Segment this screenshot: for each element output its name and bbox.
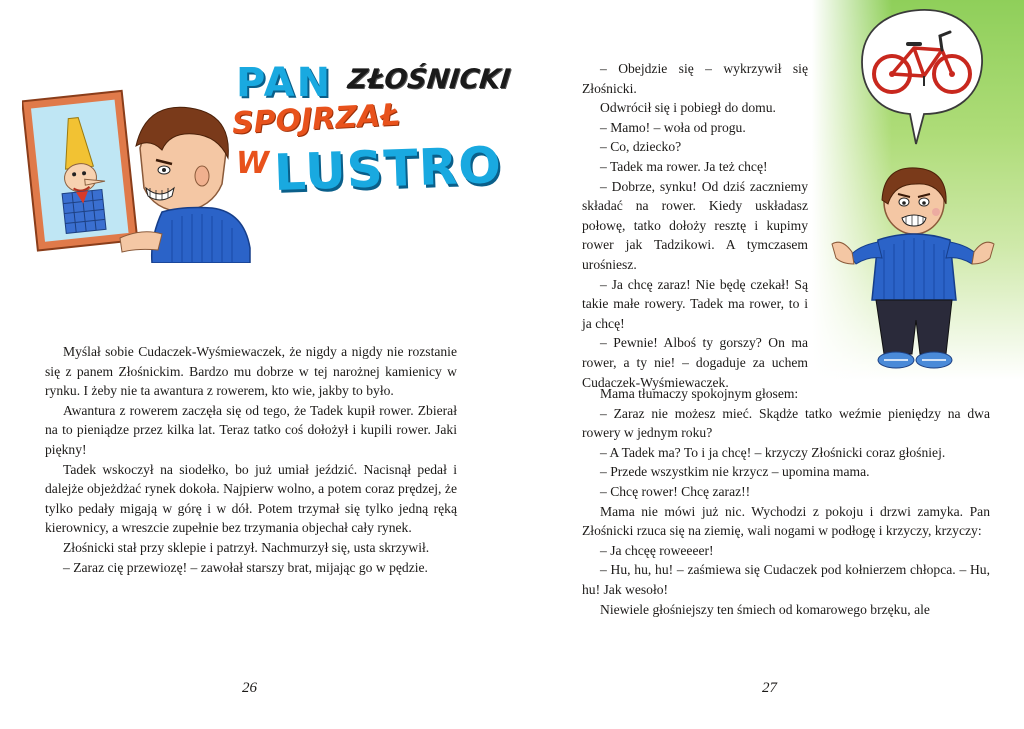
- paragraph: Odwrócił się i pobiegł do domu.: [600, 100, 776, 116]
- paragraph: – Pewnie! Alboś ty gorszy? On ma rower, a ty nie! – dogaduje za uchem Cudaczek-Wyśmiewaczek.: [582, 335, 808, 390]
- paragraph: – Zaraz nie możesz mieć. Skądże tatko weźmie pieniędzy na dwa rowery w jednym roku?: [582, 405, 990, 441]
- paragraph: – Dobrze, synku! Od dziś zaczniemy składać na rower. Kiedy uskładasz połowę, tatko dołoży resztę i kupimy rower jak Tadzikowi. A tymczasem urośniesz.: [582, 178, 808, 272]
- paragraph: Myślał sobie Cudaczek-Wyśmiewaczek, że nigdy a nigdy nie rozstanie się z panem Złośnickim. Bardzo mu dobrze w tej narożnej kamienicy w rynku. I żeby nie ta awantura z rowerem, kto wie, jakby to było.: [45, 344, 457, 399]
- paragraph: – A Tadek ma? To i ja chcę! – krzyczy Złośnicki coraz głośniej.: [600, 444, 946, 460]
- right-page: [512, 0, 1024, 729]
- title-word-pan: PAN: [236, 60, 333, 106]
- title-word-zlosnicki: ZŁOŚNICKI: [346, 64, 512, 95]
- paragraph: Niewiele głośniejszy ten śmiech od komarowego brzęku, ale: [600, 601, 930, 617]
- chapter-title: [228, 58, 512, 228]
- paragraph: Mama tłumaczy spokojnym głosem:: [600, 386, 799, 401]
- paragraph: Tadek wskoczył na siodełko, bo już umiał jeździć. Nacisnął pedał i dalejże objeżdżać rynek dokoła. Najpierw wolno, a potem coraz prędzej, że tylko pedały migają w górę i w dół. Potem trzymał się tylko jedną ręką kierownicy, a wreszcie zupełnie bez trzymania objechał cały rynek.: [45, 461, 457, 536]
- paragraph: – Zaraz cię przewiozę! – zawołał starszy brat, mijając go w pędzie.: [63, 559, 428, 575]
- paragraph: – Ja chcęę roweeeer!: [600, 542, 714, 558]
- paragraph: – Mamo! – woła od progu.: [600, 119, 746, 135]
- speech-bubble-bicycle-illustration: [858, 4, 988, 154]
- paragraph: – Przede wszystkim nie krzycz – upomina mama.: [600, 464, 870, 480]
- page-number-left: 26: [242, 680, 257, 696]
- paragraph: – Hu, hu, hu! – zaśmiewa się Cudaczek pod kołnierzem chłopca. – Hu, hu! Jak wesoło!: [582, 562, 990, 597]
- title-word-lustro: LUSTRO: [273, 136, 503, 202]
- paragraph: – Tadek ma rower. Ja też chcę!: [600, 158, 768, 174]
- paragraph: Awantura z rowerem zaczęła się od tego, że Tadek kupił rower. Zbierał na to pieniądze przez kilka lat. Teraz tatko coś dołożył i kupili rower. Jaki piękny!: [45, 402, 457, 457]
- title-word-spojrzal: SPOJRZAŁ: [231, 97, 401, 142]
- paragraph: – Co, dziecko?: [600, 139, 682, 155]
- paragraph: Złośnicki stał przy sklepie i patrzył. Nachmurzył się, usta skrzywił.: [63, 539, 430, 555]
- right-page-text-narrow: [582, 59, 808, 392]
- right-page-text-wide: [582, 384, 990, 619]
- left-page-text: [45, 342, 457, 577]
- mirror-boy-illustration: [22, 88, 252, 263]
- page-number-right: 27: [762, 680, 777, 696]
- standing-boy-illustration: [828, 160, 998, 375]
- paragraph: Mama nie mówi już nic. Wychodzi z pokoju i drzwi zamyka. Pan Złośnicki rzuca się na ziemię, wali nogami w podłogę i krzyczy, krzyczy:: [582, 503, 990, 539]
- title-word-w: W: [236, 146, 270, 181]
- paragraph: – Ja chcę zaraz! Nie będę czekał! Są takie małe rowery. Tadek ma rower, to i ja chcę!: [582, 276, 808, 331]
- paragraph: – Chcę rower! Chcę zaraz!!: [600, 483, 751, 499]
- paragraph: – Obejdzie się – wykrzywił się Złośnicki.: [582, 61, 808, 96]
